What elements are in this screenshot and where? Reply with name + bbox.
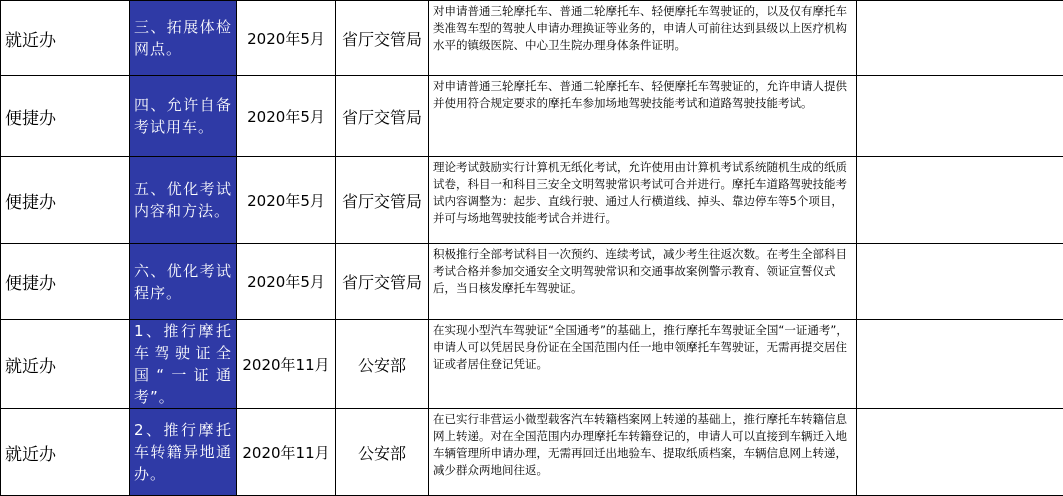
department-cell[interactable]: 省厅交管局: [336, 244, 429, 320]
date-cell[interactable]: 2020年5月: [237, 1, 336, 76]
department-cell[interactable]: 公安部: [336, 320, 429, 409]
measure-cell[interactable]: 三、拓展体检网点。: [130, 1, 237, 76]
description-cell[interactable]: 在已实行非营运小微型载客汽车转籍档案网上转递的基础上，推行摩托车转籍信息网上转递。对在全国范围内办理摩托车转籍登记的，申请人可以直接到车辆迁入地车辆管理所申请办理，无需再回迁出地验车、提取纸质档案，车辆信息网上转递，减少群众两地间往返。: [429, 409, 857, 496]
table-row: [1, 76, 1063, 157]
note-cell[interactable]: [857, 244, 1063, 320]
department-cell[interactable]: 省厅交管局: [336, 157, 429, 244]
measure-cell[interactable]: 1、推行摩托车驾驶证全国“一证通考”。: [130, 320, 237, 409]
description-cell[interactable]: 对申请普通三轮摩托车、普通二轮摩托车、轻便摩托车驾驶证的，以及仅有摩托车类准驾车型的驾驶人申请办理换证等业务的，申请人可前往达到县级以上医疗机构水平的镇级医院、中心卫生院办理身体条件证明。: [429, 1, 857, 76]
date-cell[interactable]: 2020年11月: [237, 320, 336, 409]
date-cell[interactable]: 2020年5月: [237, 157, 336, 244]
category-cell[interactable]: 就近办: [1, 409, 130, 496]
table-row: [1, 320, 1063, 409]
date-cell[interactable]: 2020年5月: [237, 76, 336, 157]
table-row: [1, 244, 1063, 320]
note-cell[interactable]: [857, 409, 1063, 496]
department-cell[interactable]: 公安部: [336, 409, 429, 496]
description-cell[interactable]: 理论考试鼓励实行计算机无纸化考试，允许使用由计算机考试系统随机生成的纸质试卷，科目一和科目三安全文明驾驶常识考试可合并进行。摩托车道路驾驶技能考试内容调整为：起步、直线行驶、通过人行横道线、掉头、靠边停车等5个项目，并可与场地驾驶技能考试合并进行。: [429, 157, 857, 244]
measure-cell[interactable]: 四、允许自备考试用车。: [130, 76, 237, 157]
note-cell[interactable]: [857, 157, 1063, 244]
category-cell[interactable]: 就近办: [1, 1, 130, 76]
table-row: [1, 1, 1063, 76]
measure-cell[interactable]: 2、推行摩托车转籍异地通办。: [130, 409, 237, 496]
description-cell[interactable]: 积极推行全部考试科目一次预约、连续考试，减少考生往返次数。在考生全部科目考试合格并参加交通安全文明驾驶常识和交通事故案例警示教育、领证宣誓仪式后，当日核发摩托车驾驶证。: [429, 244, 857, 320]
table-row: [1, 157, 1063, 244]
category-cell[interactable]: 就近办: [1, 320, 130, 409]
description-cell[interactable]: 在实现小型汽车驾驶证“全国通考”的基础上，推行摩托车驾驶证全国“一证通考”，申请人可以凭居民身份证在全国范围内任一地申领摩托车驾驶证，无需再提交居住证或者居住登记凭证。: [429, 320, 857, 409]
category-cell[interactable]: 便捷办: [1, 157, 130, 244]
table-row: [1, 409, 1063, 496]
category-cell[interactable]: 便捷办: [1, 76, 130, 157]
measure-cell[interactable]: 六、优化考试程序。: [130, 244, 237, 320]
category-cell[interactable]: 便捷办: [1, 244, 130, 320]
note-cell[interactable]: [857, 1, 1063, 76]
note-cell[interactable]: [857, 320, 1063, 409]
department-cell[interactable]: 省厅交管局: [336, 1, 429, 76]
note-cell[interactable]: [857, 76, 1063, 157]
measure-cell[interactable]: 五、优化考试内容和方法。: [130, 157, 237, 244]
description-cell[interactable]: 对申请普通三轮摩托车、普通二轮摩托车、轻便摩托车驾驶证的，允许申请人提供并使用符合规定要求的摩托车参加场地驾驶技能考试和道路驾驶技能考试。: [429, 76, 857, 157]
date-cell[interactable]: 2020年5月: [237, 244, 336, 320]
date-cell[interactable]: 2020年11月: [237, 409, 336, 496]
department-cell[interactable]: 省厅交管局: [336, 76, 429, 157]
